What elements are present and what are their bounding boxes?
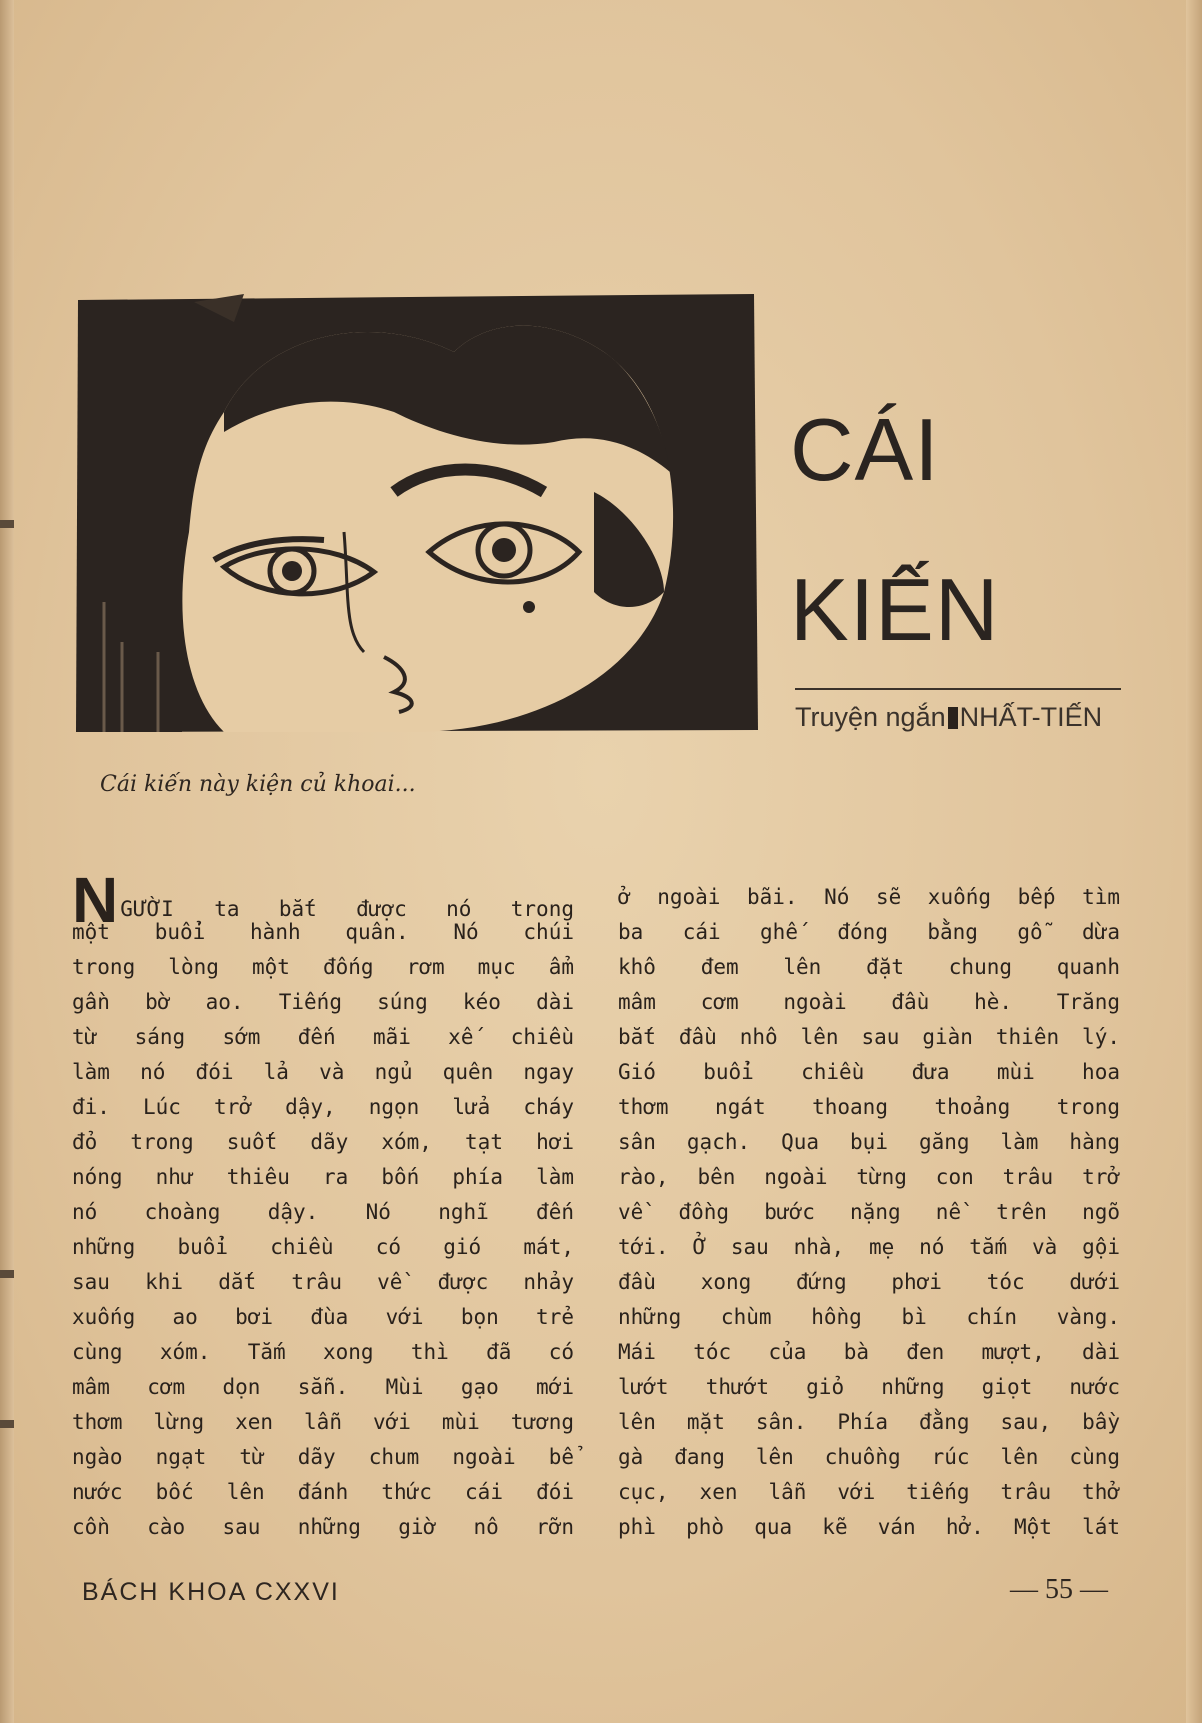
article-line: từ sáng sớm đến mãi xế chiều bbox=[72, 1025, 574, 1049]
page-number: — 55 — bbox=[1010, 1574, 1108, 1605]
woodcut-illustration bbox=[74, 292, 759, 736]
article-line: xuống ao bơi đùa với bọn trẻ bbox=[72, 1305, 574, 1329]
byline-author: NHẤT-TIẾN bbox=[959, 702, 1103, 732]
article-column-left bbox=[72, 864, 574, 1545]
article-line: trong lòng một đống rơm mục ẩm bbox=[72, 955, 574, 979]
article-line: tới. Ở sau nhà, mẹ nó tắm và gội bbox=[618, 1235, 1120, 1259]
article-line: mâm cơm ngoài đầu hè. Trăng bbox=[618, 990, 1120, 1014]
article-column-right bbox=[618, 880, 1120, 1545]
article-line: cồn cào sau những giờ nô rỡn bbox=[72, 1515, 574, 1539]
ink-mark bbox=[948, 707, 958, 729]
article-line: những chùm hồng bì chín vàng. bbox=[618, 1305, 1120, 1329]
article-line: một buổi hành quân. Nó chúi bbox=[72, 920, 574, 944]
article-line: ngào ngạt từ dãy chum ngoài bể bbox=[72, 1445, 574, 1469]
article-line: mâm cơm dọn sẵn. Mùi gạo mới bbox=[72, 1375, 574, 1399]
article-line: làm nó đói lả và ngủ quên ngay bbox=[72, 1060, 574, 1084]
byline-prefix: Truyện ngắn bbox=[795, 702, 946, 732]
title-line-2: KIẾN bbox=[790, 560, 1000, 659]
title-line-1: CÁI bbox=[790, 400, 940, 499]
article-line: nước bốc lên đánh thức cái đói bbox=[72, 1480, 574, 1504]
article-line: Mái tóc của bà đen mượt, dài bbox=[618, 1340, 1120, 1364]
article-line: nó choàng dậy. Nó nghĩ đến bbox=[72, 1200, 574, 1224]
binding-mark bbox=[0, 520, 14, 528]
article-line: thơm lừng xen lẫn với mùi tương bbox=[72, 1410, 574, 1434]
article-line: khô đem lên đặt chung quanh bbox=[618, 955, 1120, 979]
article-line: bắt đầu nhô lên sau giàn thiên lý. bbox=[618, 1025, 1120, 1049]
article-line: đi. Lúc trở dậy, ngọn lửa cháy bbox=[72, 1095, 574, 1119]
page-edge-right bbox=[1186, 0, 1202, 1723]
drop-cap: N bbox=[72, 864, 119, 936]
article-line: gà đang lên chuồng rúc lên cùng bbox=[618, 1445, 1120, 1469]
article-line: Gió buổi chiều đưa mùi hoa bbox=[618, 1060, 1120, 1084]
article-line: nóng như thiêu ra bốn phía làm bbox=[72, 1165, 574, 1189]
article-line: cục, xen lẫn với tiếng trâu thở bbox=[618, 1480, 1120, 1504]
binding-mark bbox=[0, 1420, 14, 1428]
article-line: thơm ngát thoang thoảng trong bbox=[618, 1095, 1120, 1119]
article-line: đầu xong đứng phơi tóc dưới bbox=[618, 1270, 1120, 1294]
article-line: những buổi chiều có gió mát, bbox=[72, 1235, 574, 1259]
first-line-rest: ta bắt được nó trong bbox=[214, 897, 574, 921]
first-word: GƯỜI bbox=[120, 897, 175, 921]
epigraph: Cái kiến này kiện củ khoai... bbox=[100, 772, 416, 797]
byline bbox=[795, 702, 1125, 733]
article-line: ở ngoài bãi. Nó sẽ xuống bếp tìm bbox=[618, 885, 1120, 909]
page-edge-left bbox=[0, 0, 14, 1723]
article-line: sân gạch. Qua bụi găng làm hàng bbox=[618, 1130, 1120, 1154]
article-line: phì phò qua kẽ ván hở. Một lát bbox=[618, 1515, 1120, 1539]
article-line: sau khi dắt trâu về được nhảy bbox=[72, 1270, 574, 1294]
article-line: lướt thướt giỏ những giọt nước bbox=[618, 1375, 1120, 1399]
binding-mark bbox=[0, 1270, 14, 1278]
story-title bbox=[790, 370, 1090, 690]
article-line: lên mặt sân. Phía đằng sau, bầy bbox=[618, 1410, 1120, 1434]
article-line: đỏ trong suốt dãy xóm, tạt hơi bbox=[72, 1130, 574, 1154]
title-divider bbox=[795, 688, 1121, 690]
article-line: cùng xóm. Tắm xong thì đã có bbox=[72, 1340, 574, 1364]
article-line: ba cái ghế đóng bằng gỗ dừa bbox=[618, 920, 1120, 944]
article-line: gần bờ ao. Tiếng súng kéo dài bbox=[72, 990, 574, 1014]
publication-footer: BÁCH KHOA CXXVI bbox=[82, 1578, 340, 1606]
article-line: về đồng bước nặng nề trên ngõ bbox=[618, 1200, 1120, 1224]
article-line: rào, bên ngoài từng con trâu trở bbox=[618, 1165, 1120, 1189]
